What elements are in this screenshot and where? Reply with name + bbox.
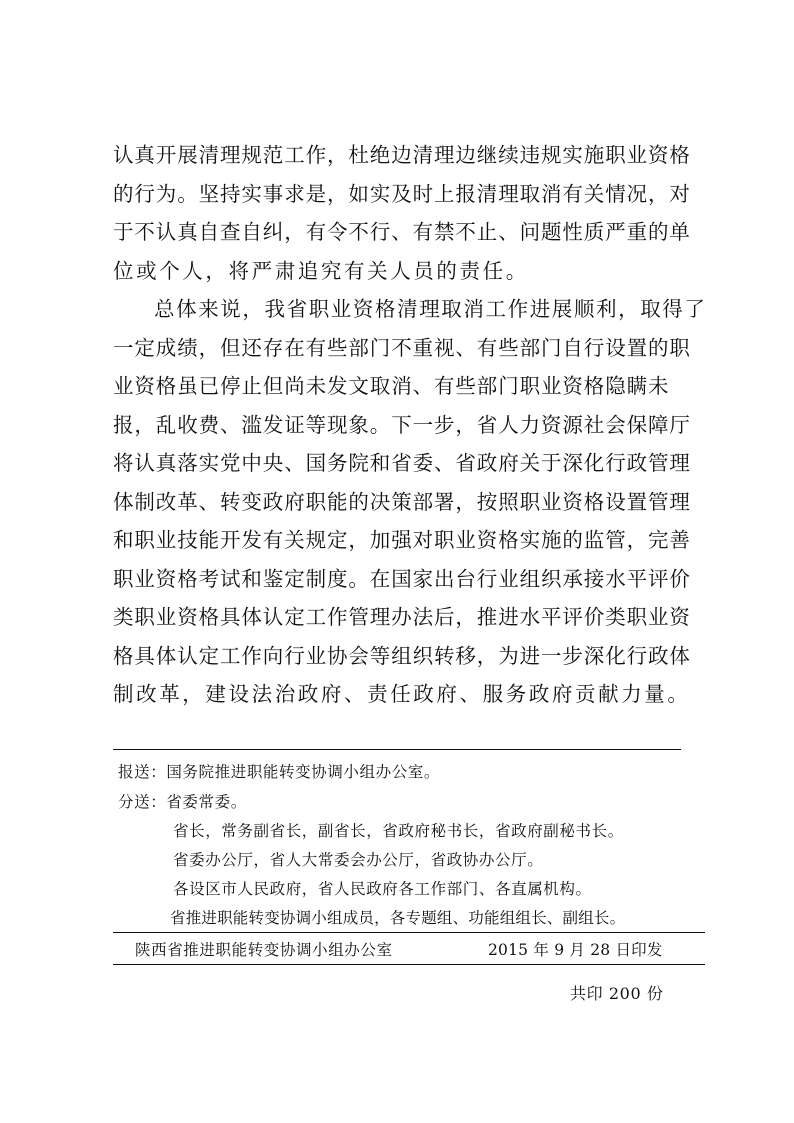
copy-recipient: 各设区市人民政府，省人民政府各工作部门、各直属机构。 bbox=[173, 880, 592, 898]
body-line-text: 制改革，建设法治政府、责任政府、服务政府贡献力量。 bbox=[113, 682, 691, 706]
body-line-text: 体制改革、转变政府职能的决策部署，按照职业资格设置管理 bbox=[113, 489, 691, 514]
body-line-text: 认真开展清理规范工作，杜绝边清理边继续违规实施职业资格 bbox=[113, 143, 691, 167]
body-line-text: 于不认真自查自纠，有令不行、有禁不止、问题性质严重的单 bbox=[113, 220, 691, 244]
footer-bottom-rule bbox=[113, 964, 705, 965]
report-recipients: 国务院推进职能转变协调小组办公室。 bbox=[166, 763, 441, 781]
body-text bbox=[113, 136, 707, 714]
body-line bbox=[113, 252, 693, 291]
body-line bbox=[113, 560, 693, 599]
body-line bbox=[113, 637, 693, 676]
copy-label: 分送： bbox=[118, 793, 167, 811]
body-line bbox=[113, 406, 693, 445]
body-line-text: 位或个人，将严肃追究有关人员的责任。 bbox=[113, 258, 529, 283]
copy-recipient-line bbox=[170, 904, 625, 932]
body-line-text: 职业资格考试和鉴定制度。在国家出台行业组织承接水平评价 bbox=[113, 566, 691, 591]
body-line bbox=[113, 329, 693, 368]
body-line bbox=[113, 521, 693, 560]
body-line bbox=[113, 483, 693, 522]
body-line bbox=[113, 675, 693, 714]
copy-recipient-line bbox=[173, 875, 592, 903]
body-line-text: 类职业资格具体认定工作管理办法后，推进水平评价类职业资 bbox=[113, 605, 691, 629]
issuer: 陕西省推进职能转变协调小组办公室 bbox=[135, 941, 393, 959]
copies-text bbox=[570, 982, 664, 1006]
copy-recipient-line bbox=[173, 817, 624, 845]
body-line-text: 将认真落实党中央、国务院和省委、省政府关于深化行政管理 bbox=[113, 451, 691, 475]
body-line-text: 总体来说，我省职业资格清理取消工作进展顺利，取得了 bbox=[154, 297, 707, 321]
body-line bbox=[113, 290, 707, 329]
body-line bbox=[113, 367, 693, 406]
distribution-top-rule bbox=[113, 749, 681, 750]
body-line bbox=[113, 444, 693, 483]
body-line-text: 业资格虽已停止但尚未发文取消、有些部门职业资格隐瞒未 bbox=[113, 374, 670, 398]
copy-recipient-line bbox=[173, 846, 543, 874]
body-line bbox=[113, 598, 693, 637]
body-line bbox=[113, 213, 693, 252]
report-label: 报送： bbox=[118, 763, 167, 781]
copy-recipient: 省委常委。 bbox=[166, 793, 247, 811]
body-line-text: 报，乱收费、滥发证等现象。下一步，省人力资源社会保障厅 bbox=[113, 412, 691, 437]
footer-top-rule bbox=[113, 932, 705, 933]
body-line bbox=[113, 175, 693, 214]
body-line-text: 格具体认定工作向行业协会等组织转移，为进一步深化行政体 bbox=[113, 643, 691, 668]
copy-to-row bbox=[118, 788, 247, 816]
body-line-text: 的行为。坚持实事求是，如实及时上报清理取消有关情况，对 bbox=[113, 181, 691, 206]
body-line bbox=[113, 136, 693, 175]
body-line-text: 一定成绩，但还存在有些部门不重视、有些部门自行设置的职 bbox=[113, 335, 691, 360]
report-to-row bbox=[118, 758, 440, 786]
copy-recipient: 省长，常务副省长，副省长，省政府秘书长，省政府副秘书长。 bbox=[173, 822, 624, 840]
copies-count: 共印 200 份 bbox=[570, 984, 664, 1003]
issuer-text bbox=[135, 938, 393, 962]
issue-date: 2015 年 9 月 28 日印发 bbox=[488, 941, 663, 959]
issue-date-text bbox=[488, 938, 663, 962]
body-line-text: 和职业技能开发有关规定，加强对职业资格实施的监管，完善 bbox=[113, 528, 691, 552]
copy-recipient: 省委办公厅，省人大常委会办公厅，省政协办公厅。 bbox=[173, 851, 544, 869]
copy-recipient: 省推进职能转变协调小组成员，各专题组、功能组组长、副组长。 bbox=[170, 909, 626, 927]
